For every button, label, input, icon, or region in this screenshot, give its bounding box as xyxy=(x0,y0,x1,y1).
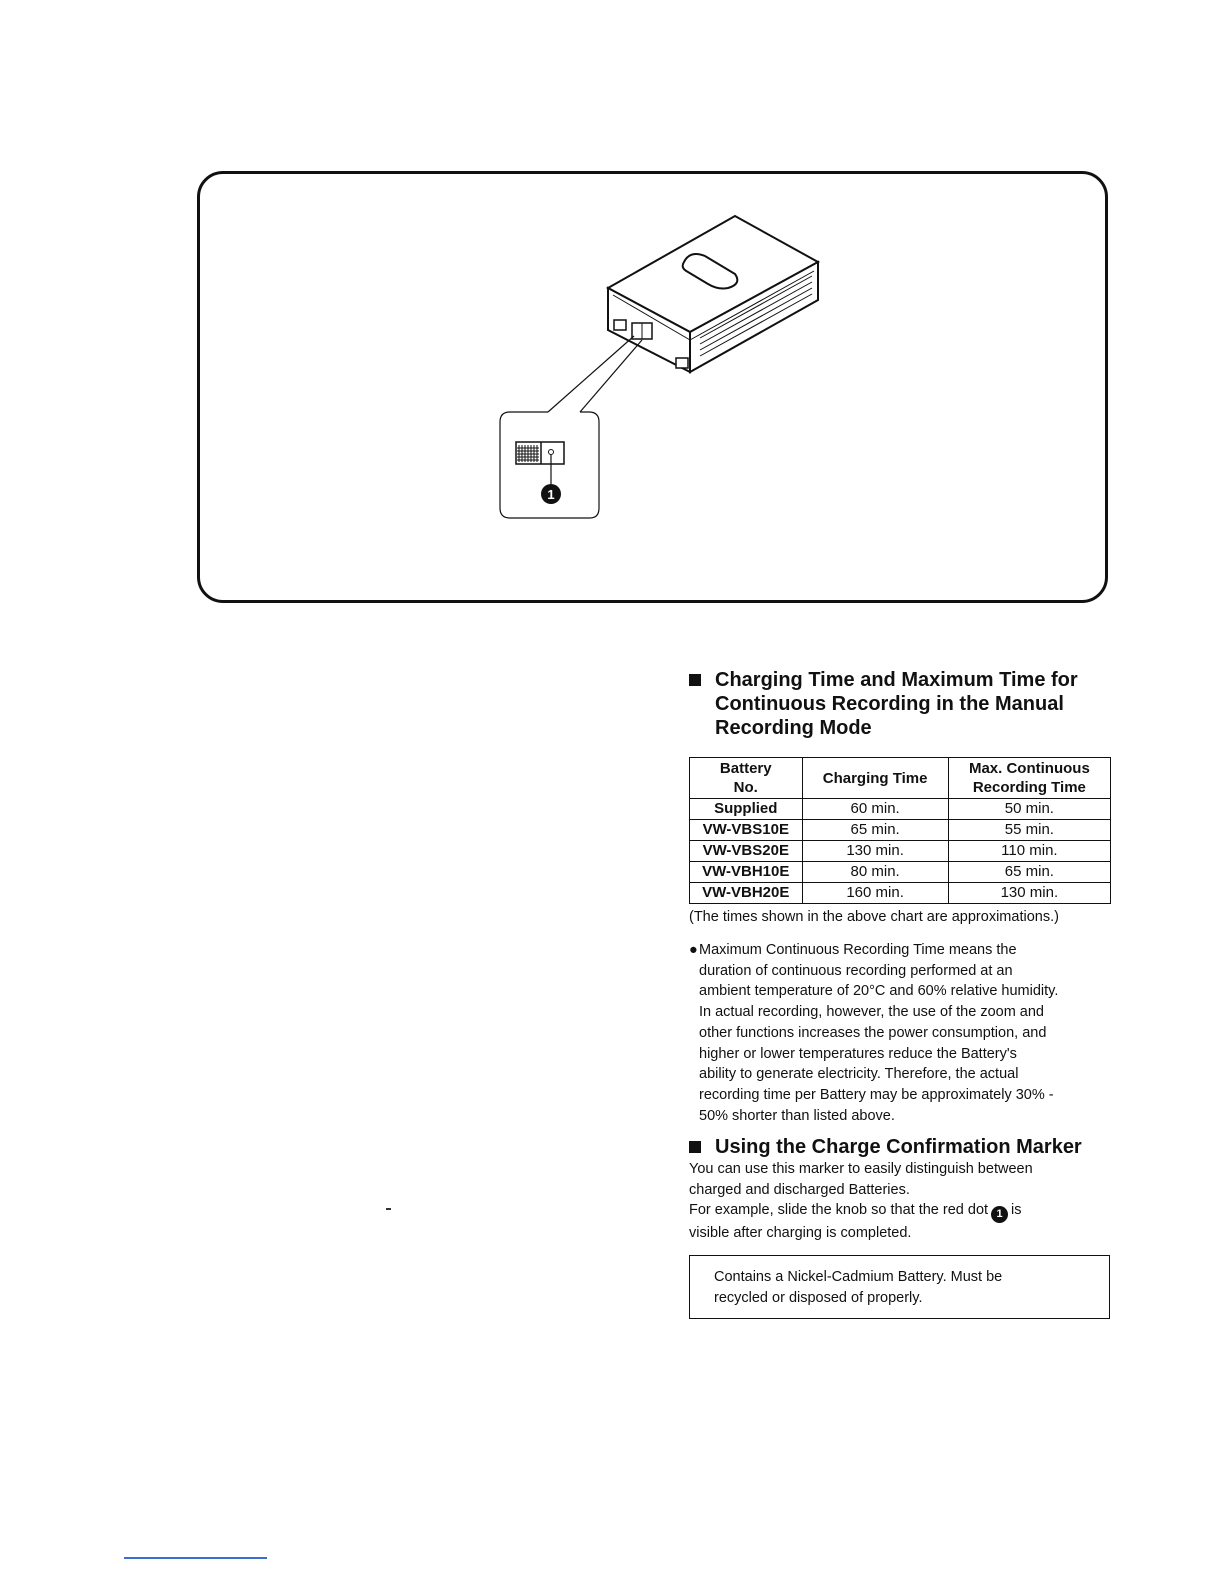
header-battery-no: Battery No. xyxy=(690,758,803,799)
note-line: recording time per Battery may be approximately 30% - xyxy=(699,1086,1054,1103)
charging-time-table-wrap xyxy=(689,757,1111,904)
note-line: other functions increases the power consumption, and xyxy=(699,1024,1047,1041)
table-caption: (The times shown in the above chart are approximations.) xyxy=(689,909,1059,925)
paragraph-line: visible after charging is completed. xyxy=(689,1225,912,1241)
heading-square-icon xyxy=(689,674,701,686)
battery-illustration xyxy=(0,0,1224,640)
cell-charge: 60 min. xyxy=(802,799,948,820)
note-line: ambient temperature of 20°C and 60% relative humidity. xyxy=(699,983,1059,1000)
cell-max: 55 min. xyxy=(948,820,1110,841)
note-line: In actual recording, however, the use of the zoom and xyxy=(699,1004,1044,1021)
table-row xyxy=(690,820,1111,841)
paragraph-line: You can use this marker to easily distinguish between xyxy=(689,1161,1033,1177)
charge-marker-paragraph xyxy=(689,1159,1111,1244)
cell-max: 130 min. xyxy=(948,883,1110,904)
cell-model: VW-VBH20E xyxy=(690,883,803,904)
table-row xyxy=(690,862,1111,883)
table-row xyxy=(690,841,1111,862)
bottom-rule xyxy=(124,1557,267,1559)
cell-model: VW-VBS20E xyxy=(690,841,803,862)
note-line: higher or lower temperatures reduce the Battery's xyxy=(699,1045,1017,1062)
heading-line: Continuous Recording in the Manual xyxy=(715,693,1064,715)
callout-number-icon: 1 xyxy=(991,1206,1008,1223)
paragraph-line: For example, slide the knob so that the red dot 1 is xyxy=(689,1200,1111,1223)
cell-max: 65 min. xyxy=(948,862,1110,883)
heading-square-icon xyxy=(689,1141,701,1153)
callout-number-text: 1 xyxy=(547,487,555,502)
cell-charge: 65 min. xyxy=(802,820,948,841)
heading-line: Using the Charge Confirmation Marker xyxy=(715,1136,1082,1158)
cell-model: Supplied xyxy=(690,799,803,820)
charging-time-heading xyxy=(689,668,1111,740)
charge-marker-heading xyxy=(689,1135,1111,1159)
header-max-recording: Max. Continuous Recording Time xyxy=(948,758,1110,799)
charging-time-table xyxy=(689,757,1111,904)
table-row xyxy=(690,799,1111,820)
paragraph-line: charged and discharged Batteries. xyxy=(689,1181,910,1198)
cell-max: 110 min. xyxy=(948,841,1110,862)
cell-charge: 80 min. xyxy=(802,862,948,883)
note-line: Maximum Continuous Recording Time means the xyxy=(699,942,1017,958)
heading-line: Charging Time and Maximum Time for xyxy=(715,669,1078,691)
notice-line: recycled or disposed of properly. xyxy=(714,1289,923,1306)
heading-line: Recording Mode xyxy=(715,717,872,739)
note-line: duration of continuous recording performed at an xyxy=(699,962,1013,979)
cell-charge: 160 min. xyxy=(802,883,948,904)
knob-detail xyxy=(516,442,564,464)
stray-mark xyxy=(386,1208,391,1210)
table-header-row xyxy=(690,758,1111,799)
bullet-icon: ● xyxy=(689,942,698,958)
cell-charge: 130 min. xyxy=(802,841,948,862)
nicad-notice-box xyxy=(689,1255,1110,1319)
recording-time-note xyxy=(689,940,1111,1126)
note-line: ability to generate electricity. Therefore, the actual xyxy=(699,1066,1019,1083)
cell-max: 50 min. xyxy=(948,799,1110,820)
cell-model: VW-VBS10E xyxy=(690,820,803,841)
note-line: 50% shorter than listed above. xyxy=(699,1107,895,1124)
header-charging-time: Charging Time xyxy=(802,758,948,799)
cell-model: VW-VBH10E xyxy=(690,862,803,883)
table-row xyxy=(690,883,1111,904)
notice-line: Contains a Nickel-Cadmium Battery. Must be xyxy=(714,1269,1003,1285)
